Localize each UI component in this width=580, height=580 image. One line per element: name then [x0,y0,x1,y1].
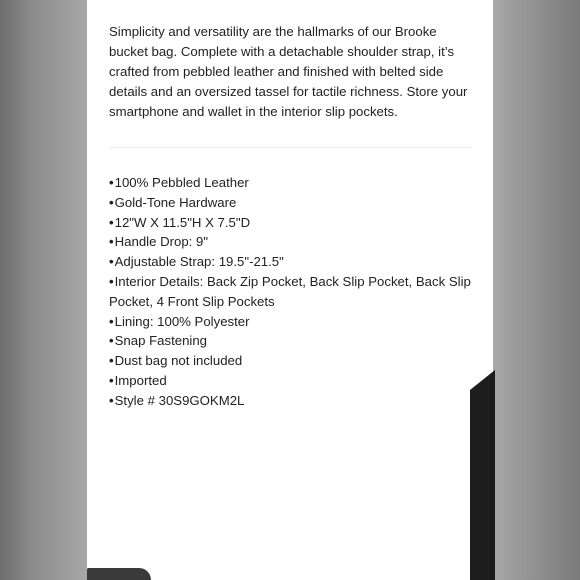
bullet-icon: • [109,273,114,289]
product-features-list [109,173,474,411]
bottom-floating-tab[interactable] [87,568,151,580]
bullet-icon: • [109,333,114,349]
feature-item [109,213,474,233]
feature-text: Dust bag not included [114,353,243,369]
feature-item [109,173,474,193]
bullet-icon: • [109,254,114,270]
feature-item [109,272,474,312]
feature-item [109,193,474,213]
feature-item [109,232,474,252]
recently-viewed-tab[interactable] [470,370,495,580]
section-divider [109,147,473,148]
feature-text: 100% Pebbled Leather [114,175,249,190]
bullet-icon: • [109,175,114,190]
feature-item [109,331,474,351]
feature-item [109,351,474,371]
feature-item [109,312,474,332]
bullet-icon: • [109,353,114,369]
bullet-icon: • [109,214,114,230]
feature-text: Snap Fastening [114,333,208,349]
feature-text: Imported [114,372,167,388]
feature-text: 12"W X 11.5"H X 7.5"D [114,214,251,230]
feature-text: Handle Drop: 9" [114,234,209,250]
product-description: Simplicity and versatility are the hallmarks of our Brooke bucket bag. Complete with a detachable shoulder strap, it’s crafted from pebbled leather and finished with belted side details and an oversized tassel for tactile richness. Store your smartphone and wallet in the interior slip pockets. [109,24,468,119]
feature-item [109,391,474,411]
product-details-panel [87,0,493,580]
feature-text: Gold-Tone Hardware [114,194,237,210]
bullet-icon: • [109,194,114,210]
bullet-icon: • [109,234,114,250]
feature-item [109,371,474,391]
feature-item [109,252,474,272]
feature-text: Adjustable Strap: 19.5"-21.5" [114,254,284,270]
bullet-icon: • [109,392,114,408]
feature-text: Interior Details: Back Zip Pocket, Back Slip Pocket, Back Slip Pocket, 4 Front Slip Pockets [109,273,471,309]
feature-text: Lining: 100% Polyester [114,313,250,329]
bullet-icon: • [109,313,114,329]
bullet-icon: • [109,372,114,388]
feature-text: Style # 30S9GOKM2L [114,392,245,408]
